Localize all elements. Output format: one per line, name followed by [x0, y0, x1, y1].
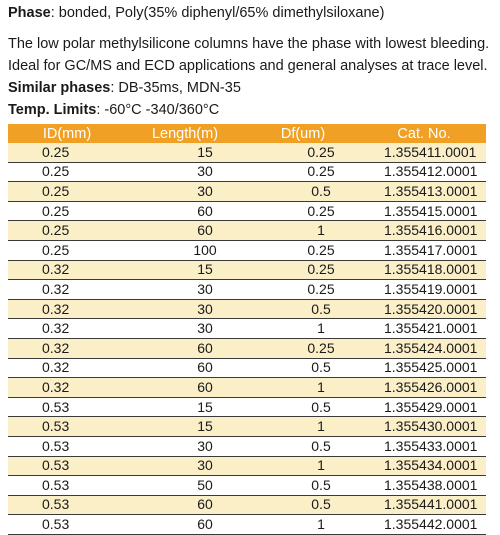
table-row: [8, 338, 486, 358]
table-row: [8, 515, 486, 535]
header-id: ID(mm): [8, 124, 126, 143]
cell-cat-no: 1.355429.0001: [362, 397, 486, 417]
cell-length: 60: [126, 358, 244, 378]
cell-length: 60: [126, 378, 244, 398]
cell-id: 0.53: [8, 397, 126, 417]
cell-length: 15: [126, 417, 244, 437]
table-row: [8, 378, 486, 398]
cell-id: 0.32: [8, 358, 126, 378]
cell-length: 30: [126, 182, 244, 202]
cell-cat-no: 1.355419.0001: [362, 280, 486, 300]
similar-phases-line: [8, 77, 241, 99]
cell-cat-no: 1.355424.0001: [362, 338, 486, 358]
table-row: [8, 299, 486, 319]
cell-df: 1: [244, 456, 362, 476]
phase-line: [8, 2, 384, 24]
cell-id: 0.53: [8, 495, 126, 515]
cell-id: 0.32: [8, 260, 126, 280]
cell-cat-no: 1.355426.0001: [362, 378, 486, 398]
cell-df: 0.25: [244, 338, 362, 358]
table-row: [8, 476, 486, 496]
table-row: [8, 436, 486, 456]
cell-cat-no: 1.355412.0001: [362, 162, 486, 182]
description-line-1: The low polar methylsilicone columns have the phase with lowest bleeding.: [8, 36, 490, 52]
header-cat-no: Cat. No.: [362, 124, 486, 143]
cell-cat-no: 1.355417.0001: [362, 240, 486, 260]
table-row: [8, 319, 486, 339]
cell-cat-no: 1.355433.0001: [362, 436, 486, 456]
similar-phases-value: : DB-35ms, MDN-35: [110, 80, 241, 96]
cell-id: 0.53: [8, 417, 126, 437]
cell-cat-no: 1.355438.0001: [362, 476, 486, 496]
cell-cat-no: 1.355430.0001: [362, 417, 486, 437]
cell-df: 0.5: [244, 476, 362, 496]
cell-length: 50: [126, 476, 244, 496]
table-row: [8, 201, 486, 221]
cell-df: 0.5: [244, 495, 362, 515]
cell-id: 0.32: [8, 299, 126, 319]
cell-df: 0.25: [244, 260, 362, 280]
cell-length: 30: [126, 162, 244, 182]
cell-length: 30: [126, 299, 244, 319]
cell-id: 0.25: [8, 240, 126, 260]
cell-df: 1: [244, 417, 362, 437]
cell-length: 15: [126, 397, 244, 417]
cell-length: 60: [126, 338, 244, 358]
table-row: [8, 260, 486, 280]
table-header-row: [8, 124, 486, 143]
cell-length: 100: [126, 240, 244, 260]
cell-id: 0.25: [8, 221, 126, 241]
cell-length: 60: [126, 201, 244, 221]
table-row: [8, 397, 486, 417]
temp-limits-label: Temp. Limits: [8, 102, 97, 118]
cell-cat-no: 1.355434.0001: [362, 456, 486, 476]
cell-df: 0.5: [244, 358, 362, 378]
cell-df: 0.5: [244, 299, 362, 319]
cell-length: 15: [126, 143, 244, 162]
cell-cat-no: 1.355415.0001: [362, 201, 486, 221]
temp-limits-line: [8, 99, 219, 121]
column-spec-table: [8, 124, 486, 535]
cell-df: 1: [244, 515, 362, 535]
cell-length: 60: [126, 515, 244, 535]
cell-cat-no: 1.355416.0001: [362, 221, 486, 241]
cell-id: 0.25: [8, 182, 126, 202]
table-body: [8, 143, 486, 534]
cell-df: 1: [244, 221, 362, 241]
table-row: [8, 221, 486, 241]
table-row: [8, 280, 486, 300]
cell-df: 0.25: [244, 240, 362, 260]
table-row: [8, 495, 486, 515]
temp-limits-value: : -60°C -340/360°C: [96, 102, 220, 118]
table-row: [8, 358, 486, 378]
cell-cat-no: 1.355442.0001: [362, 515, 486, 535]
cell-cat-no: 1.355418.0001: [362, 260, 486, 280]
cell-cat-no: 1.355411.0001: [362, 143, 486, 162]
cell-id: 0.32: [8, 378, 126, 398]
header-length: Length(m): [126, 124, 244, 143]
cell-length: 30: [126, 436, 244, 456]
cell-id: 0.32: [8, 319, 126, 339]
cell-id: 0.25: [8, 143, 126, 162]
phase-label: Phase: [8, 5, 51, 21]
cell-id: 0.25: [8, 162, 126, 182]
table-row: [8, 162, 486, 182]
cell-cat-no: 1.355413.0001: [362, 182, 486, 202]
cell-length: 30: [126, 319, 244, 339]
cell-id: 0.53: [8, 476, 126, 496]
table-row: [8, 417, 486, 437]
cell-df: 0.5: [244, 182, 362, 202]
cell-id: 0.32: [8, 280, 126, 300]
cell-id: 0.25: [8, 201, 126, 221]
cell-df: 0.5: [244, 397, 362, 417]
table-row: [8, 182, 486, 202]
cell-length: 60: [126, 221, 244, 241]
description-line-2: Ideal for GC/MS and ECD applications and general analyses at trace level.: [8, 58, 488, 74]
phase-value: : bonded, Poly(35% diphenyl/65% dimethylsiloxane): [50, 5, 385, 21]
table-row: [8, 143, 486, 162]
similar-phases-label: Similar phases: [8, 80, 111, 96]
cell-id: 0.53: [8, 515, 126, 535]
table-row: [8, 456, 486, 476]
cell-df: 1: [244, 319, 362, 339]
cell-length: 15: [126, 260, 244, 280]
cell-cat-no: 1.355420.0001: [362, 299, 486, 319]
cell-id: 0.53: [8, 456, 126, 476]
cell-df: 0.5: [244, 436, 362, 456]
cell-df: 0.25: [244, 201, 362, 221]
cell-id: 0.53: [8, 436, 126, 456]
cell-cat-no: 1.355441.0001: [362, 495, 486, 515]
cell-df: 0.25: [244, 162, 362, 182]
cell-length: 60: [126, 495, 244, 515]
cell-df: 1: [244, 378, 362, 398]
cell-id: 0.32: [8, 338, 126, 358]
cell-cat-no: 1.355421.0001: [362, 319, 486, 339]
table-row: [8, 240, 486, 260]
cell-length: 30: [126, 456, 244, 476]
cell-df: 0.25: [244, 280, 362, 300]
cell-df: 0.25: [244, 143, 362, 162]
header-df: Df(um): [244, 124, 362, 143]
cell-length: 30: [126, 280, 244, 300]
cell-cat-no: 1.355425.0001: [362, 358, 486, 378]
